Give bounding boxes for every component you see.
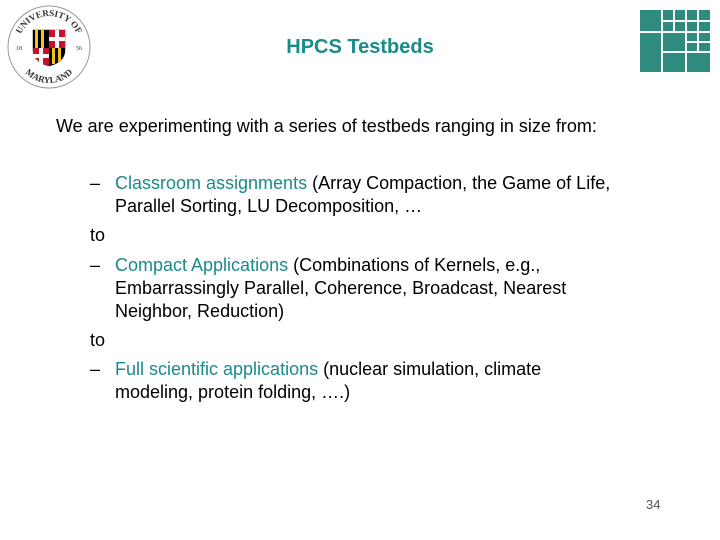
svg-text:UNIVERSITY OF: UNIVERSITY OF — [13, 7, 85, 36]
page-number: 34 — [646, 497, 661, 512]
bullet-text: (nuclear simulation, climate — [318, 359, 542, 379]
bullet-text: Neighbor, Reduction) — [115, 301, 285, 321]
bullet-highlight: Full scientific applications — [115, 359, 319, 379]
bullet-text: Embarrassingly Parallel, Coherence, Broadcast, Nearest — [115, 278, 567, 298]
bullet-text: (Combinations of Kernels, e.g., — [288, 255, 541, 275]
connector-text: to — [90, 225, 106, 245]
bullet-dash: – — [90, 255, 101, 275]
bullet-dash: – — [90, 173, 101, 193]
connector-text: to — [90, 330, 106, 350]
svg-text:MARYLAND: MARYLAND — [23, 66, 75, 86]
svg-text:56: 56 — [76, 46, 82, 52]
intro-text: We are experimenting with a series of testbeds ranging in size from: — [56, 116, 597, 136]
bullet-highlight: Classroom assignments — [115, 173, 308, 193]
svg-text:18: 18 — [16, 46, 22, 52]
bullet-text: (Array Compaction, the Game of Life, — [307, 173, 611, 193]
bullet-text: modeling, protein folding, ….) — [115, 382, 351, 402]
bullet-text: Parallel Sorting, LU Decomposition, … — [115, 196, 423, 216]
slide-title: HPCS Testbeds — [286, 36, 434, 58]
bullet-dash: – — [90, 359, 101, 379]
bullet-highlight: Compact Applications — [115, 255, 289, 275]
